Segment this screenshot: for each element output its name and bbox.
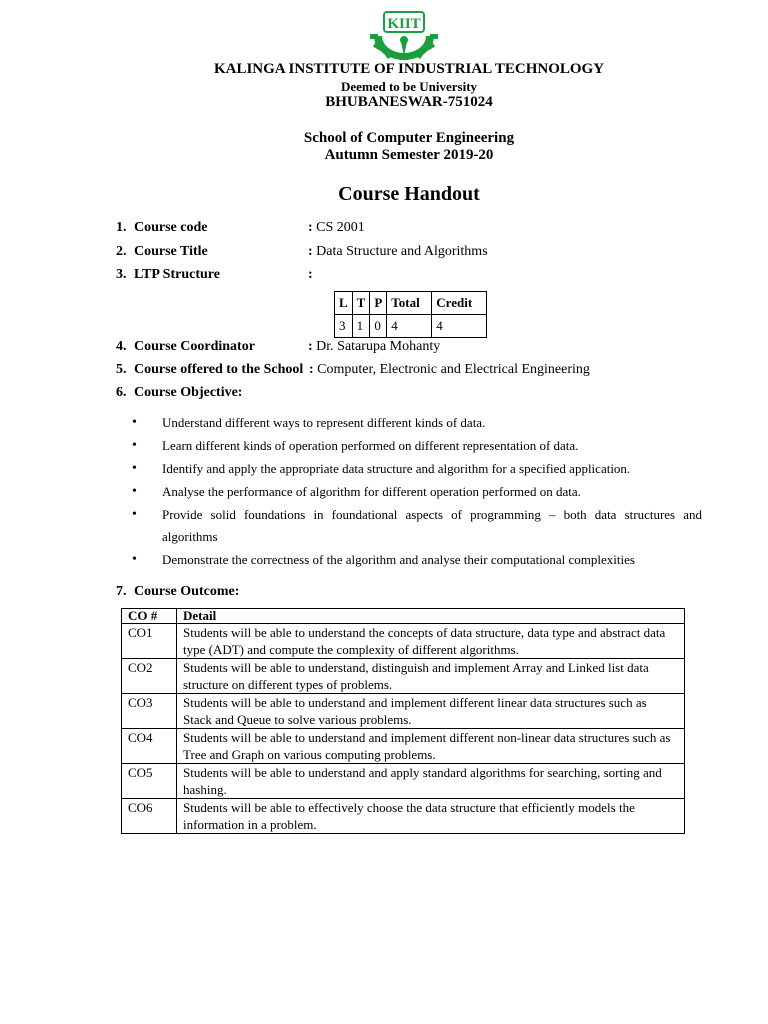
co-detail: Students will be able to understand the concepts of data structure, data type and abstract data type (ADT) and compute the complexity of different algorithms. (177, 624, 685, 659)
header-detail: Detail (177, 609, 685, 624)
ltp-header-p: P (370, 292, 387, 315)
course-outcome-table (121, 608, 685, 834)
ltp-value-t: 1 (352, 315, 370, 338)
co-id: CO3 (122, 694, 177, 729)
co-detail: Students will be able to understand and apply standard algorithms for searching, sorting and hashing. (177, 764, 685, 799)
ltp-table (334, 291, 487, 338)
university-status: Deemed to be University (340, 79, 478, 94)
ltp-header-t: T (352, 292, 370, 315)
field-course-title: 2. Course Title (116, 244, 208, 259)
kiit-logo (368, 10, 440, 60)
co-id: CO5 (122, 764, 177, 799)
ltp-value-p: 0 (370, 315, 387, 338)
field-ltp-structure-colon: : (308, 267, 313, 282)
institute-city: BHUBANESWAR-751024 (325, 94, 493, 110)
ltp-value-credit: 4 (432, 315, 487, 338)
field-course-coordinator: 4. Course Coordinator (116, 339, 255, 354)
field-course-coordinator-value: : Dr. Satarupa Mohanty (308, 339, 441, 354)
list-item: • Understand different ways to represent different kinds of data. (132, 412, 702, 434)
ltp-header-row (335, 292, 487, 315)
table-row (122, 659, 685, 694)
list-item: • Analyse the performance of algorithm for different operation performed on data. (132, 481, 702, 503)
field-course-offered: 5. Course offered to the School (116, 362, 304, 377)
co-id: CO2 (122, 659, 177, 694)
table-row (122, 624, 685, 659)
table-row (122, 729, 685, 764)
list-item: • Provide solid foundations in foundational aspects of programming – both data structures and algorithms (132, 504, 702, 548)
field-course-title-value: : Data Structure and Algorithms (308, 244, 488, 259)
header-co: CO # (122, 609, 177, 624)
bullet-icon: • (132, 484, 137, 499)
ltp-value-l: 3 (335, 315, 353, 338)
list-item: • Learn different kinds of operation performed on different representation of data. (132, 435, 702, 457)
ltp-value-row (335, 315, 487, 338)
co-detail: Students will be able to understand and implement different non-linear data structures such as Tree and Graph on various computing problems. (177, 729, 685, 764)
bullet-icon: • (132, 461, 137, 476)
table-row (122, 764, 685, 799)
co-id: CO4 (122, 729, 177, 764)
field-ltp-structure: 3. LTP Structure (116, 267, 220, 282)
table-row (122, 799, 685, 834)
institute-name: KALINGA INSTITUTE OF INDUSTRIAL TECHNOLOGY (213, 61, 605, 77)
school-name: School of Computer Engineering (303, 130, 515, 146)
field-course-code: 1. Course code (116, 220, 208, 235)
co-detail: Students will be able to understand and implement different linear data structures such as Stack and Queue to solve various problems. (177, 694, 685, 729)
field-course-objective: 6. Course Objective: (116, 385, 243, 400)
field-course-outcome: 7. Course Outcome: (116, 584, 240, 599)
table-row (122, 694, 685, 729)
bullet-icon: • (132, 507, 137, 522)
table-header-row (122, 609, 685, 624)
bullet-icon: • (132, 552, 137, 567)
co-id: CO1 (122, 624, 177, 659)
ltp-header-credit: Credit (432, 292, 487, 315)
co-id: CO6 (122, 799, 177, 834)
objective-list (132, 412, 702, 572)
svg-text:KIIT: KIIT (387, 16, 421, 32)
document-title: Course Handout (338, 183, 480, 205)
field-course-code-value: : CS 2001 (308, 220, 365, 235)
co-detail: Students will be able to understand, distinguish and implement Array and Linked list data structure on different types of problems. (177, 659, 685, 694)
semester: Autumn Semester 2019-20 (324, 147, 494, 163)
ltp-header-l: L (335, 292, 353, 315)
bullet-icon: • (132, 438, 137, 453)
co-detail: Students will be able to effectively choose the data structure that efficiently models the information in a problem. (177, 799, 685, 834)
ltp-header-total: Total (387, 292, 432, 315)
list-item: • Identify and apply the appropriate data structure and algorithm for a specified application. (132, 458, 702, 480)
ltp-value-total: 4 (387, 315, 432, 338)
list-item: • Demonstrate the correctness of the algorithm and analyse their computational complexities (132, 549, 702, 571)
bullet-icon: • (132, 415, 137, 430)
field-course-offered-value: : Computer, Electronic and Electrical Engineering (309, 362, 590, 377)
